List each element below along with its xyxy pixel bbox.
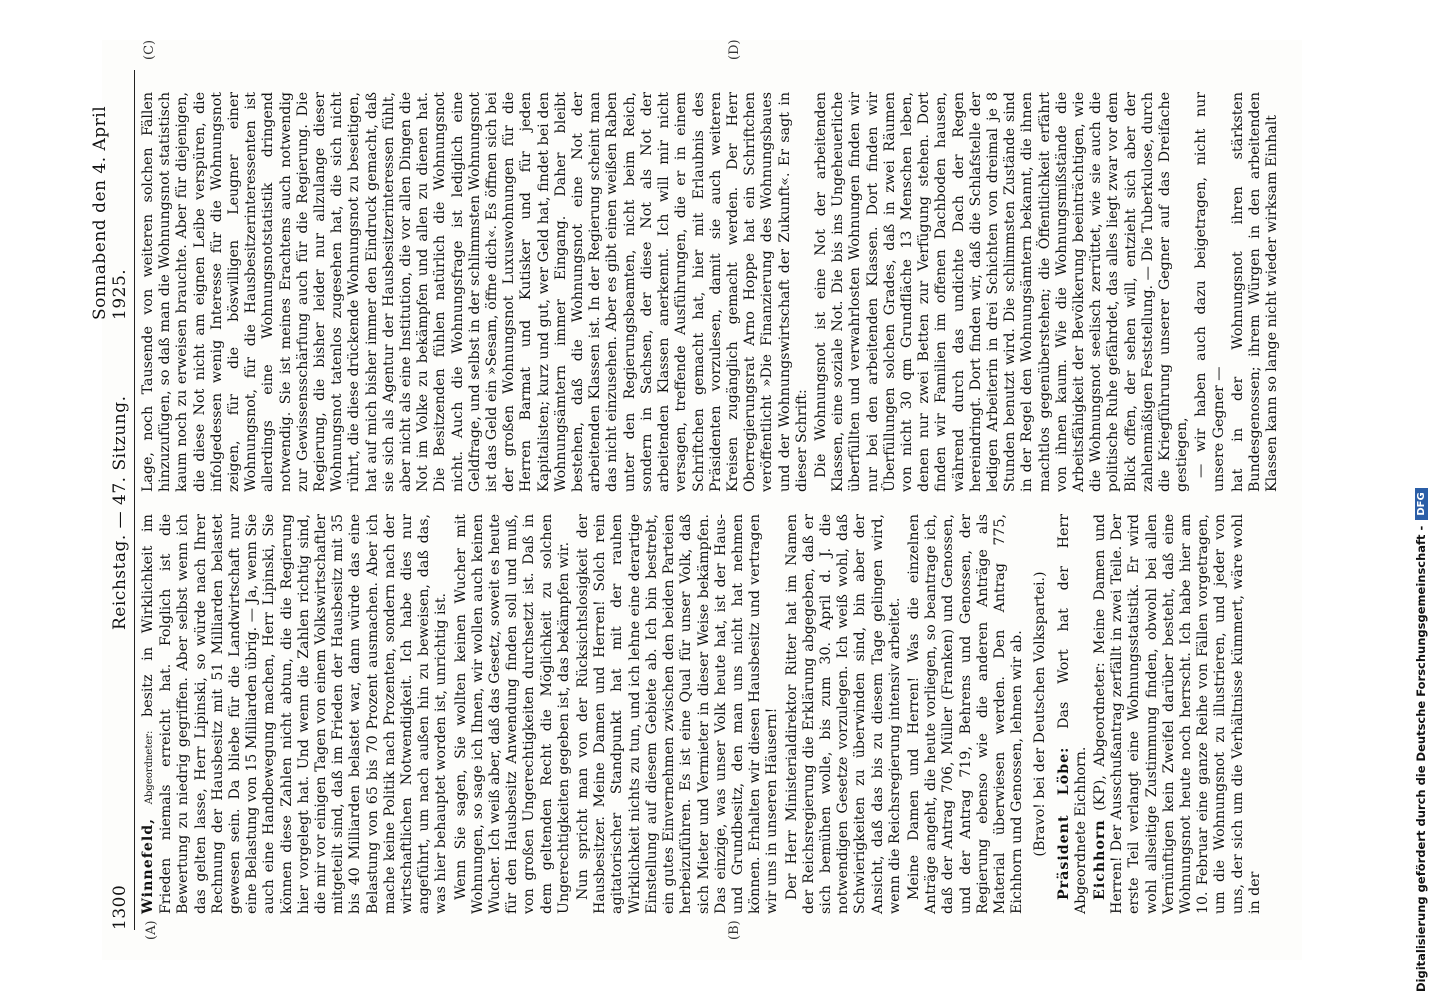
header-date: Sonnabend den 4. April 1925. [90,105,130,320]
paragraph: Meine Damen und Herren! Was die einzelnen Anträge angeht, die heute vorliegen, so beantrage ich, daß der Antrag 706, Müller (Franken) und Genossen, und der Antrag 719, Behrens und Genossen, der Regierung ebenso wie die anderen Anträge als Material überwiesen werden. Den Antrag 775, Eichhorn und Genossen, lehnen wir ab. [905,514,1026,914]
dfg-credit [1410,8,1432,992]
paragraph: Wenn Sie sagen, Sie wollten keinen Wucher mit Wohnungen, so sage ich Ihnen, wir wollen auch keinen Wucher. Ich weiß aber, daß das Gesetz, soweit es heute für den Hausbesitz Anwendung finden soll und muß, von großen Ungerechtigkeiten durchsetzt ist. Daß in dem geltenden Recht die Möglichkeit zu solchen Ungerechtigkeiten gegeben ist, das bekämpfen wir. [452,514,572,914]
speaker-role: Abgeordneter: [144,730,155,805]
margin-mark-d: (D) [727,39,742,60]
speaker-name: Eichhorn [1091,819,1108,900]
dfg-logo: DFG [1415,488,1428,519]
margin-mark-a: (A) [144,920,159,940]
page-header [90,70,135,930]
margin-mark-b: (B) [727,920,742,940]
left-column [140,514,1266,914]
speaker-role: (KP), Abgeordneter: [1091,662,1108,811]
scanned-page [90,39,1302,960]
paragraph: Der Herr Ministerialdirektor Ritter hat im Namen der Reichsregierung die Erklärung abgegeben, daß er sich bemühen wolle, bis zum 30. April d. J. die notwendigen Gesetze vorzulegen. Ich weiß wohl, daß Schwierigkeiten zu überwinden sind, bin aber der Ansicht, daß das bis zu diesem Tage gelingen wird, wenn die Reichsregierung intensiv arbeitet. [783,514,903,914]
margin-mark-c: (C) [142,39,157,60]
page-number: 1300 [110,884,130,930]
paragraph-text: besitz in Wirklichkeit im Frieden niemals erreicht hat. Folglich ist die Bewertung zu niedrig gegriffen. Aber selbst wenn ich das gelten lasse, Herr Lipinski, so würde nach Ihrer Rechnung der Hausbesitz mit 51 Milliarden belastet gewesen sein. Da bliebe für die Landwirtschaft nur eine Belastung von 15 Milliarden übrig. — Ja, wenn Sie auch eine Handbewegung machen, Herr Lipinski, Sie können diese Zahlen nicht abtun, die die Regierung hier vorgelegt hat. Und wenn die Zahlen richtig sind, die mir vor einigen Tagen von einem Volkswirtschaftler mitgeteilt sind, daß im Frieden der Hausbesitz mit 35 bis 40 Milliarden belastet war, dann würde das eine Belastung von 65 bis 70 Prozent ausmachen. Aber ich mache keine Politik nach Prozenten, sondern nach der wirtschaftlichen Notwendigkeit. Ich habe dies nur angeführt, um nach außen hin zu beweisen, daß das, was hier behauptet worden ist, unrichtig ist. [140,514,450,914]
paragraph-text: Meine Damen und Herren! Der Ausschußantrag zerfällt in zwei Teile. Der erste Teil verlangt eine Wohnungsstatistik. Er wird wohl allseitige Zustimmung finden, obwohl bei allen Vernünftigen kein Zweifel darüber besteht, daß eine Wohnungsnot heute noch herrscht. Ich habe hier am 10. Februar eine ganze Reihe von Fällen vorgetragen, um die Wohnungsnot zu illustrieren, und jeder von uns, der sich um die Verhältnisse kümmert, wäre wohl in der [1091,514,1263,914]
quoted-paragraph: Die Wohnungsnot ist eine Not der arbeitenden Klassen, eine soziale Not. Die bis ins Ungeheuerliche überfüllten und verwahrlosten Wohnungen finden wir nur bei den arbeitenden Klassen. Dort finden wir Überfüllungen solchen Grades, daß in zwei Räumen von nicht 30 qm Grundfläche 13 Menschen leben, denen nur zwei Betten zur Verfügung stehen. Dort finden wir Familien im offenen Dachboden hausen, während durch das undichte Dach der Regen hereindringt. Dort finden wir, daß die Schlafstelle der ledigen Arbeiterin in drei Schichten von dreimal je 8 Stunden benutzt wird. Die schlimmsten Zustände sind in der Regel den Wohnungsämtern bekannt, die ihnen machtlos gegenüberstehen; die Öffentlichkeit erfährt von ihnen kaum. Wie die Wohnungsmißstände die Arbeitsfähigkeit der Bevölkerung beeinträchtigen, wie die Wohnungsnot seelisch zerrüttet, wie sie auch die politische Ruhe gefährdet, das alles liegt zwar vor dem Blick offen, der sehen will, entzieht sich aber der zahlenmäßigen Feststellung. — Die Tuberkulose, durch die Kriegführung unserer Gegner auf das Dreifache gestiegen, [812,92,1191,492]
paragraph: Lage, noch Tausende von weiteren solchen Fällen hinzuzufügen, so daß man die Wohnungsnot statistisch kaum noch zu erweisen brauchte. Aber für diejenigen, die diese Not nicht am eignen Leibe verspüren, die infolgedessen wenig Interesse für die Wohnungsnot zeigen, für die böswilligen Leugner einer Wohnungsnot, für die Hausbesitzerinteressenten ist allerdings eine Wohnungsnotstatistik dringend notwendig. Sie ist meines Erachtens auch notwendig zur Gewissensschärfung auch für die Regierung. Die Regierung, die bisher leider nur allzulange dieser Wohnungsnot tatenlos zugesehen hat, die sich nicht rührt, die diese drückende Wohnungsnot zu beseitigen, hat auf mich bisher immer den Eindruck gemacht, daß sie sich als Agentur der Hausbesitzerinteressen fühlt, aber nicht als eine Institution, die vor allen Dingen die Not im Volke zu bekämpfen und allen zu dienen hat. Die Besitzenden fühlen natürlich die Wohnungsnot nicht. Auch die Wohnungsfrage ist lediglich eine Geldfrage, und selbst in der schlimmsten Wohnungsnot ist das Geld ein »Sesam, öffne dich«. Es öffnen sich bei der großen Wohnungsnot Luxuswohnungen für die Herren Barmat und Kutisker und für jeden Kapitalisten; kurz und gut, wer Geld hat, findet bei den Wohnungsämtern immer Eingang. Daher bleibt bestehen, daß die Wohnungsnot eine Not der arbeitenden Klassen ist. In der Regierung scheint man das nicht einzusehen. Aber es gibt einen weißen Raben unter den Regierungsbeamten, nicht beim Reich, sondern in Sachsen, der diese Not als Not der arbeitenden Klassen anerkennt. Ich will mir nicht versagen, treffende Ausführungen, die er in einem Schriftchen gemacht hat, hier mit Erlaubnis des Präsidenten vorzulesen, damit sie auch weiteren Kreisen zugänglich gemacht werden. Der Herr Oberregierungsrat Arno Hoppe hat ein Schriftchen veröffentlicht »Die Finanzierung des Wohnungsbaues und der Wohnungswirtschaft der Zukunft«. Er sagt in dieser Schrift: [140,92,810,492]
paragraph-text: Das Wort hat der Herr Abgeordnete Eichhorn. [1055,514,1089,914]
president-statement [1056,514,1090,914]
credit-text: Digitalisierung gefördert durch die Deutsche Forschungsgemeinschaft - [1414,525,1428,992]
speaker-name: Winnefeld, [140,817,156,914]
speech-winnefeld [140,514,451,914]
right-column [140,92,1283,492]
header-title: Reichstag. — 47. Sitzung. [110,395,130,630]
speech-eichhorn [1092,514,1264,914]
quoted-paragraph: hat in der Wohnungsnot ihren stärksten Bundesgenossen; ihrem Würgen in den arbeitenden Klassen kann so lange nicht wieder wirksam Einhalt [1229,92,1281,492]
speaker-name: Präsident Löbe: [1055,746,1072,900]
applause-note: (Bravo! bei der Deutschen Volkspartei.) [1032,571,1049,857]
paragraph: Nun spricht man von der Rücksichtslosigkeit der Hausbesitzer. Meine Damen und Herren! Solch rein agitatorischer Standpunkt hat mit der rauhen Wirklichkeit nichts zu tun, und ich lehne eine derartige Einstellung auf diesem Gebiete ab. Ich bin bestrebt, ein gutes Einvernehmen zwischen den beiden Parteien herbeizuführen. Es ist eine Qual für unser Volk, daß sich Mieter und Vermieter in dieser Weise bekämpfen. Das einzige, was unser Volk heute hat, ist der Haus- und Grundbesitz, den man uns nicht hat nehmen können. Erhalten wir diesen Hausbesitz und vertragen wir uns in unseren Häusern! [575,514,781,914]
interjection: — wir haben auch dazu beigetragen, nicht nur unsere Gegner — [1193,92,1227,492]
